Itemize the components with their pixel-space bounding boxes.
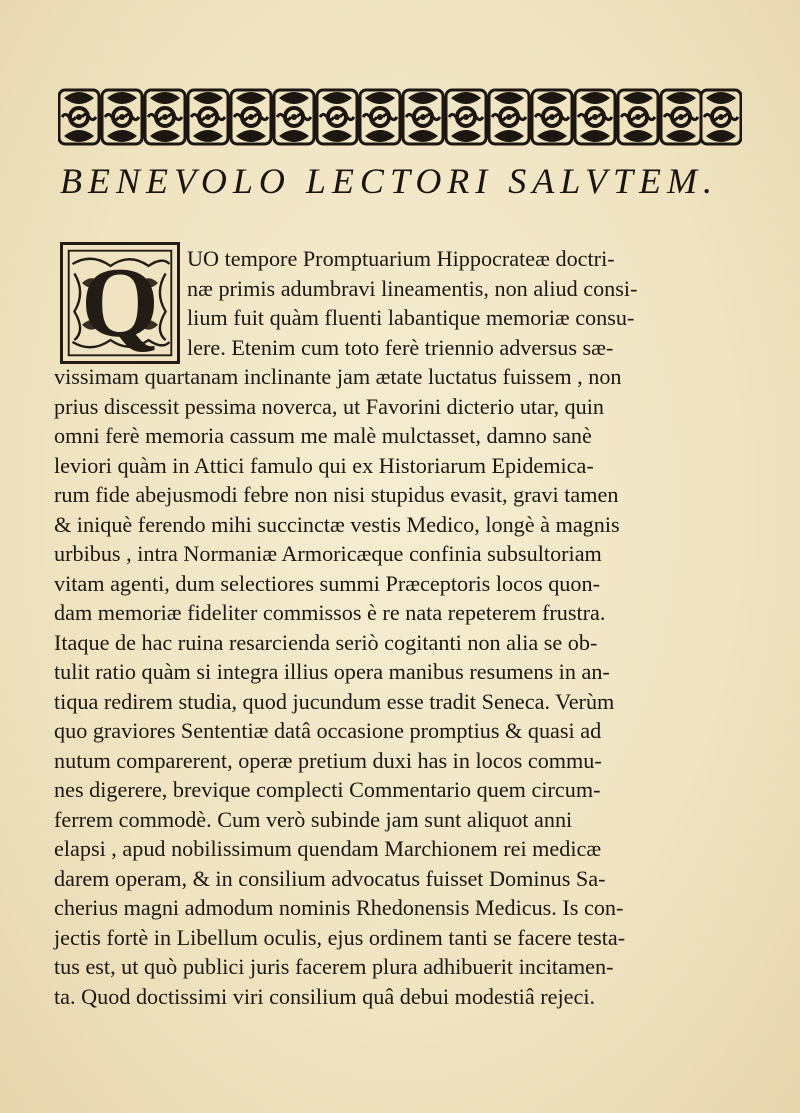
text-line: cherius magni admodum nominis Rhedonensis Medicus. Is con- <box>54 895 624 920</box>
text-line: Itaque de hac ruina resarcienda seriò cogitanti non alia se ob- <box>54 629 598 655</box>
ornament-band-icon <box>58 88 742 146</box>
page-heading: BENEVOLO LECTORI SALVTEM. <box>60 161 718 201</box>
text-line: nutum comparerent, operæ pretium duxi has in locos commu- <box>54 747 602 773</box>
text-line: lere. Etenim cum toto ferè triennio adversus sæ- <box>187 334 614 360</box>
body-text <box>54 244 740 1011</box>
text-line: vitam agenti, dum selectiores summi Præceptoris locos quon- <box>54 570 600 596</box>
text-line: lium fuit quàm fluenti labantique memoriæ consu- <box>187 305 635 330</box>
text-line: omni ferè memoria cassum me malè mulctasset, damno sanè <box>54 423 592 448</box>
text-line: dam memoriæ fideliter commissos è re nata repeterem frustra. <box>54 600 606 625</box>
text-line: vissimam quartanam inclinante jam ætate luctatus fuissem , non <box>54 364 622 389</box>
text-line: ferrem commodè. Cum verò subinde jam sunt aliquot anni <box>54 806 573 832</box>
text-line: leviori quàm in Attici famulo qui ex Historiarum Epidemica- <box>54 452 594 478</box>
text-line: elapsi , apud nobilissimum quendam Marchionem rei medicæ <box>54 836 602 861</box>
text-line: nes digerere, brevique complecti Commentario quem circum- <box>54 777 601 802</box>
text-line: tulit ratio quàm si integra illius opera manibus resumens in an- <box>54 659 610 684</box>
text-line: quo graviores Sententiæ datâ occasione promptius & quasi ad <box>54 718 602 743</box>
text-line: urbibus , intra Normaniæ Armoricæque confinia subsultoriam <box>54 541 602 566</box>
text-line: tus est, ut quò publici juris facerem plura adhibuerit incitamen- <box>54 954 614 979</box>
text-line: prius discessit pessima noverca, ut Favorini dicterio utar, quin <box>54 393 604 419</box>
text-line: tiqua redirem studia, quod jucundum esse tradit Seneca. Verùm <box>54 688 615 714</box>
text-line: rum fide abejusmodi febre non nisi stupidus evasit, gravi tamen <box>54 482 619 507</box>
text-line: & iniquè ferendo mihi succinctæ vestis Medico, longè à magnis <box>54 511 620 537</box>
drop-cap-letter: Q <box>81 247 159 358</box>
text-line: jectis fortè in Libellum oculis, ejus ordinem tanti se facere testa- <box>54 924 626 950</box>
text-line: næ primis adumbravi lineamentis, non aliud consi- <box>187 275 638 301</box>
text-line: UO tempore Promptuarium Hippocrateæ doctri- <box>187 246 615 271</box>
text-line: ta. Quod doctissimi viri consilium quâ debui modestiâ rejeci. <box>54 983 596 1009</box>
text-line: darem operam, & in consilium advocatus fuisset Dominus Sa- <box>54 865 606 891</box>
